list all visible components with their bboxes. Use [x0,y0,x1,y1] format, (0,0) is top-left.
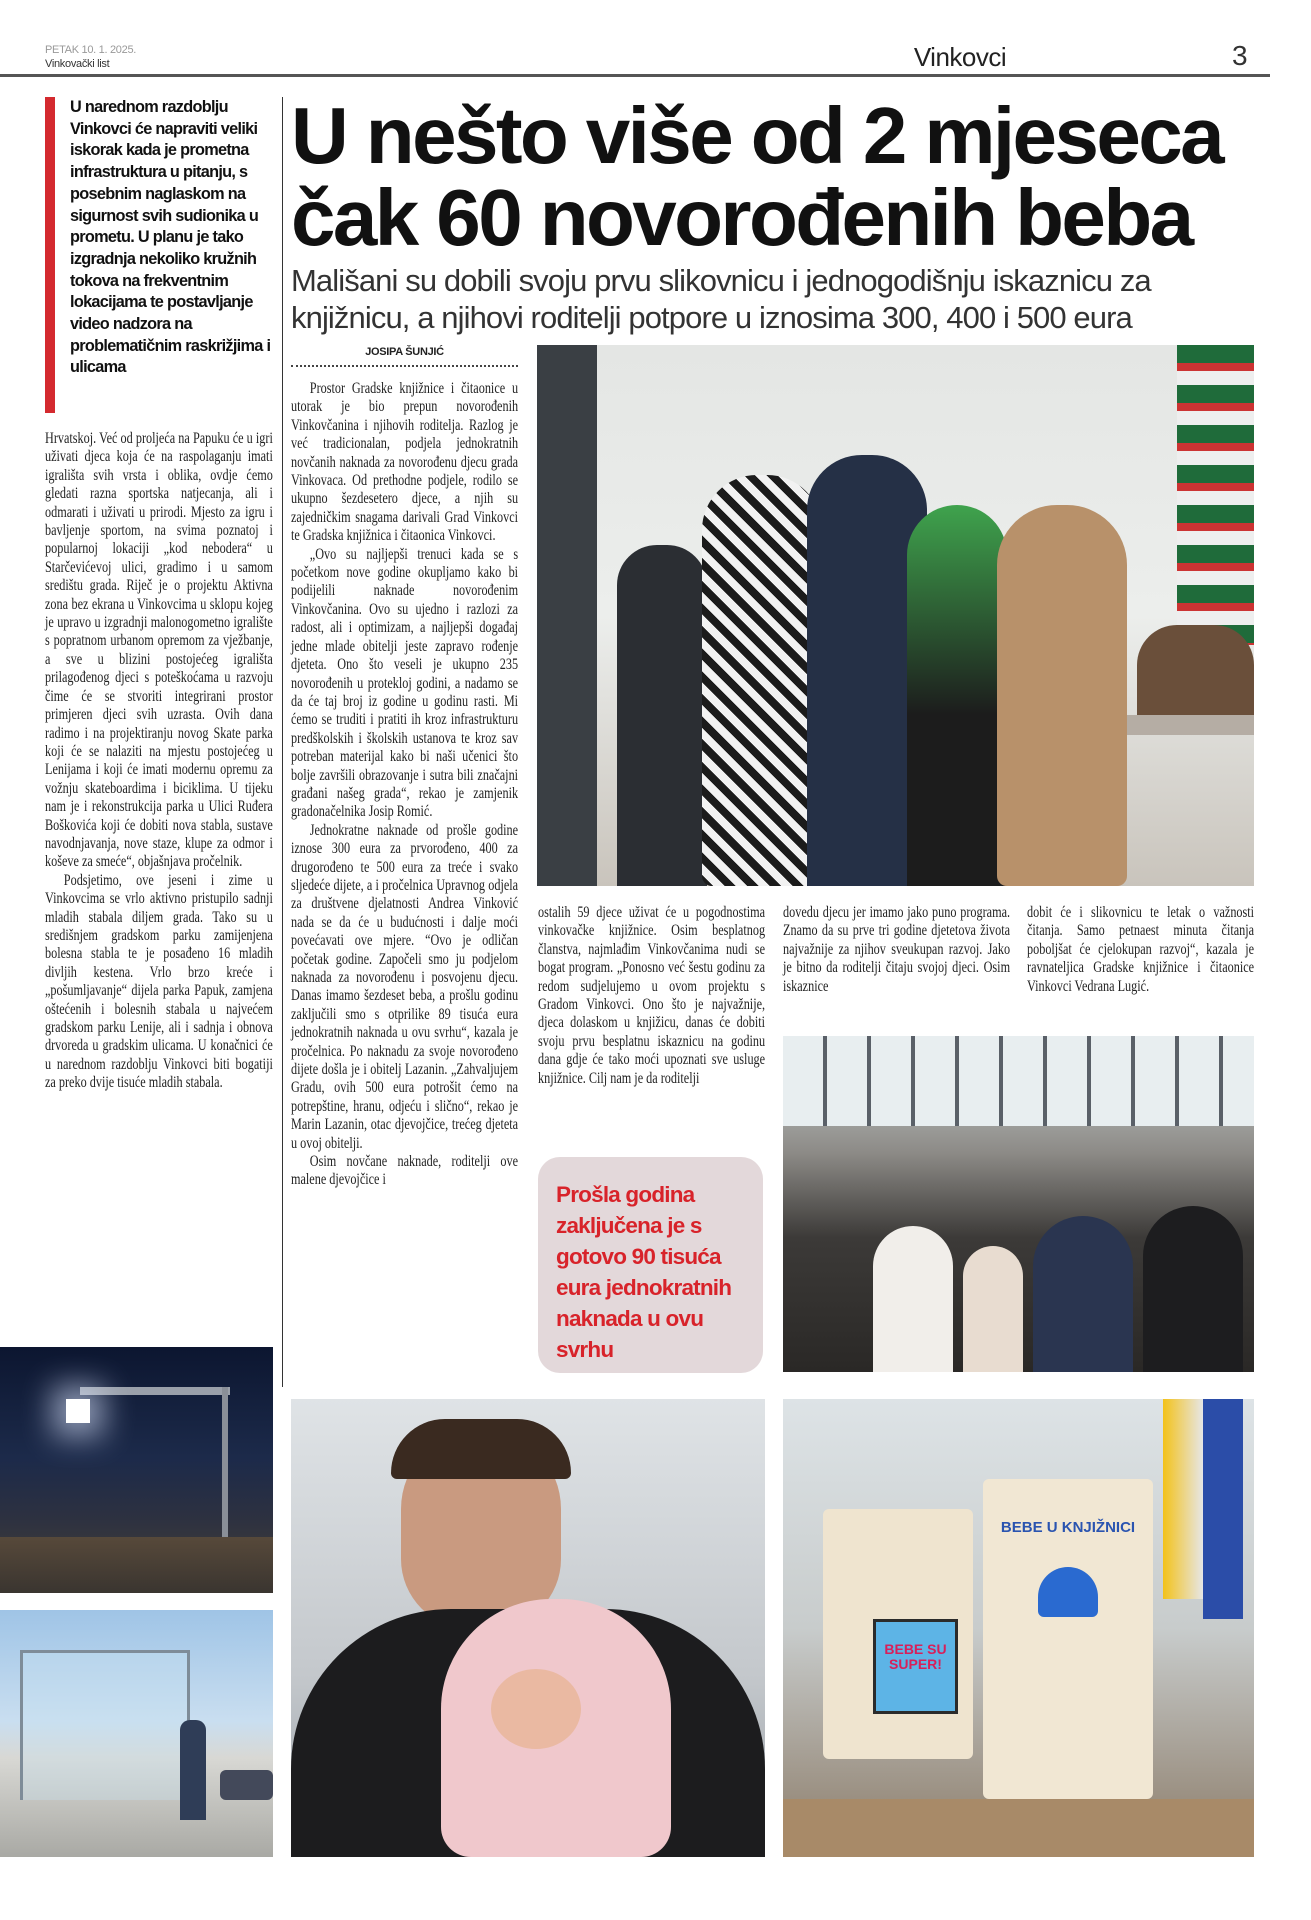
table-surface [783,1799,1254,1857]
seated-man [1143,1206,1243,1372]
highlight-callout: Prošla godina zaključena je s gotovo 90 tisuća eura jednokratnih naknada u ovu svrhu [538,1157,763,1373]
book-logo-icon [1038,1567,1098,1617]
woman-patterned-dress [702,475,822,886]
paragraph: Podsjetimo, ove jeseni i zime u Vinkovcima se vrlo aktivno pristupilo sadnji mladih stabala diljem grada. Tako su u središnjem gradskom parku zamijenjena bolesna stabla te je posađeno 16 mladih divljih kestena. Vrlo brzo kreće i „pošumljavanje“ dijela parka Papuk, zamjena oštećenih i bolesnih stabala u najvećem gradskom parku Lenije, ali i sadnja i obnova drvoreda u gradskim ulicama. U konačnici će u narednom razdoblju Vinkovci biti bogatiji za preko dvije tisuće mladih stabala. [45,871,273,1092]
article-headline: U nešto više od 2 mjeseca čak 60 novorođenih beba [291,91,1223,262]
photo-father-with-baby [291,1399,765,1857]
page-number: 3 [1232,40,1248,71]
paragraph: dovedu djecu jer imamo jako puno programa. Znamo da su prve tri godine djetetova života najvažnije za njihov sveukupan razvoj. Jako je bitno da roditelji čitaju svojoj djeci. Osim iskaznice [783,904,1011,995]
header-rule [0,74,1270,77]
newspaper-name: Vinkovački list [45,58,110,70]
seated-man [1033,1216,1133,1372]
photo-library-bags [783,1399,1254,1857]
article-subtitle: Mališani su dobili svoju prvu slikovnicu i jednogodišnju iskaznicu za knjižnicu, a njihovi roditelji potpore u iznosima 300, 400 i 500 eura [291,263,1151,335]
issue-date: PETAK 10. 1. 2025. [45,44,137,56]
seated-woman [1137,625,1254,715]
parked-car [220,1770,273,1800]
woman-green-blouse [907,505,1007,886]
pull-quote: U narednom razdoblju Vinkovci će napraviti veliki iskorak kada je prometna infrastruktura u pitanju, s posebnim naglaskom na sigurnost svih sudionika u prometu. U planu je tako izgradnja nekoliko kružnih tokova na frekventnim lokacijama te postavljanje video nadzora na problematičnim raskrižjima i ulicama [70,98,271,377]
bag-print-text: BEBE U KNJIŽNICI [1000,1519,1136,1536]
crossing-sign-icon [66,1399,90,1423]
flag [1163,1399,1203,1599]
seated-guest [963,1246,1023,1372]
picture-book [873,1619,958,1714]
section-title: Vinkovci [913,42,1007,72]
paragraph: ostalih 59 djece uživat će u pogodnostima vinkovačke knjižnice. Osim besplatnog članstva, najmlađim Vinkovčanima nudi se bogat program. „Ponosno već šestu godinu za redom sudjelujemo u ovom projektu s Gradom Vinkovci. Ono što je najvažnije, djeca dolaskom u knjižicu, danas će dobiti svoju prvu besplatnu iskaznicu na godinu dana gdje će tako moći upoznati sve usluge knjižnice. Cilj nam je da roditelji [538,904,766,1087]
light-gantry [80,1387,230,1395]
photo-bus-stop [0,1610,273,1857]
paragraph: Osim novčane naknade, roditelji ove malene djevojčice i [291,1153,519,1189]
tote-bag-bebe-u-knjiznici [983,1479,1153,1799]
article-column-2 [538,904,765,1088]
person [180,1720,206,1820]
table [1127,715,1254,735]
article-column-4 [1027,904,1254,996]
mother-with-baby [873,1226,953,1372]
photo-ceremony [537,345,1254,886]
paragraph: dobit će i slikovnicu te letak o važnosti čitanja. Samo petnaest minuta čitanja poboljšat će cjelokupan razvoj“, kazala je ravnateljica Gradske knjižnice i čitaonice Vinkovci Vedrana Lugić. [1027,904,1255,995]
sidebar-article-text [45,430,273,1093]
window-frame [537,345,597,886]
gantry-pole [222,1387,228,1557]
wall-decoration [1177,345,1254,645]
windows [783,1036,1254,1126]
father-hair [391,1419,571,1479]
quote-accent-bar [45,97,55,413]
paragraph: Prostor Gradske knjižnice i čitaonice u utorak je bio prepun novorođenih Vinkovčanina i njihovih roditelja. Razlog je već tradicionalan, podjela jednokratnih novčanih naknada za novorođenu djecu grada Vinkovaca. Od prethodne podjele, rodilo se ukupno šezdesetero djece, a njih su zajedničkim snagama darivali Grad Vinkovci te Gradska knjižnica i čitaonica Vinkovci. [291,380,519,545]
paragraph: „Ovo su najljepši trenuci kada se s početkom nove godine okupljamo kako bi podijelili naknade novorođenim Vinkovčanina. Ovo su ujedno i razlozi za radost, ali i optimizam, a najljepši događaj jedne mlade obitelji jeste zapravo rođenje djeteta. Ono što veseli je ukupno 235 novorođenih u protekloj godini, a nadamo se da će taj broj iz godine u godinu rasti. Mi ćemo se truditi i pratiti ih kroz infrastrukturu predškolskih i školskih ustanova te kroz sav potreban materijal kako bi naši učenici što bolje završili obrazovanje i sutra bili značajni građani našeg grada“, rekao je zamjenik gradonačelnika Josip Romić. [291,545,519,821]
column-divider [282,97,283,1387]
photo-audience [783,1036,1254,1372]
paragraph: Jednokratne naknade od prošle godine iznose 300 eura za prvorođeno, 400 za drugorođeno te 500 eura za treće i svako sljedeće dijete, a i pročelnica Upravnog odjela za društvene djelatnosti Andrea Vinković nada se da će u budućnosti i dalje moći povećavati ove mjere. “Ovo je odličan početak godine. Započeli smo ju podjelom naknada za novorođenu i posvojenu djecu. Danas imamo šezdeset beba, a prošlu godinu zaključili smo s otprilike 89 tisuća eura jednokratnih naknada u ovu svrhu“, kazala je pročelnica. Po naknadu za svoje novorođeno dijete došla je i obitelj Lazanin. „Zahvaljujem Gradu, ovih 500 eura potrošit ćemo na potrepštine, hranu, odjeću i slično“, rekao je Marin Lazanin, otac djevojčice, trećeg djeteta u ovoj obitelji. [291,821,519,1152]
road [0,1537,273,1593]
book-title: BEBE SU SUPER! [884,1641,947,1672]
article-column-3 [783,904,1010,996]
byline-divider [291,365,518,367]
guest [617,545,707,886]
author-byline: JOSIPA ŠUNJIĆ [365,346,444,358]
woman-beige-coat [997,505,1127,886]
baby-face [491,1669,581,1749]
photo-night-street [0,1347,273,1593]
article-column-1 [291,380,518,1190]
flag [1203,1399,1243,1619]
bus-shelter [20,1650,190,1800]
paragraph: Hrvatskoj. Već od proljeća na Papuku će u igri uživati djeca koja će na raspolaganju imati igrališta svih vrsta i oblika, ovdje ćemo gledati razna sportska natjecanja, ali i odmarati i uživati u prirodi. Mjesto za igru i bavljenje sportom, na svima poznatoj i popularnoj lokaciji „kod nebodera“ u Starčevićevoj ulici, gradimo i u samom središtu grada. Riječ je o projektu Aktivna zona bez ekrana u Vinkovcima u sklopu kojeg je upravo u izgradnji malonogometno igralište s popratnom urbanom opremom za vježbanje, a sve u blizini postojećeg igrališta prilagođenog djeci s poteškoćama u razvoju čime će se stvoriti integrirani prostor primjeren djeci svih uzrasta. Ovih dana radimo i na projektiranju novog Skate parka koji će se nalaziti na mjestu postojećeg u Lenijama i koji će imati modernu opremu za vožnju skateboardima i biciklima. U tijeku nam je i rekonstrukcija parka u Ulici Ruđera Boškovića koji će dobiti nova stabla, sustave navodnjavanja, nove staze, klupe za odmor i koševe za smeće“, objašnjava pročelnik. [45,430,273,871]
